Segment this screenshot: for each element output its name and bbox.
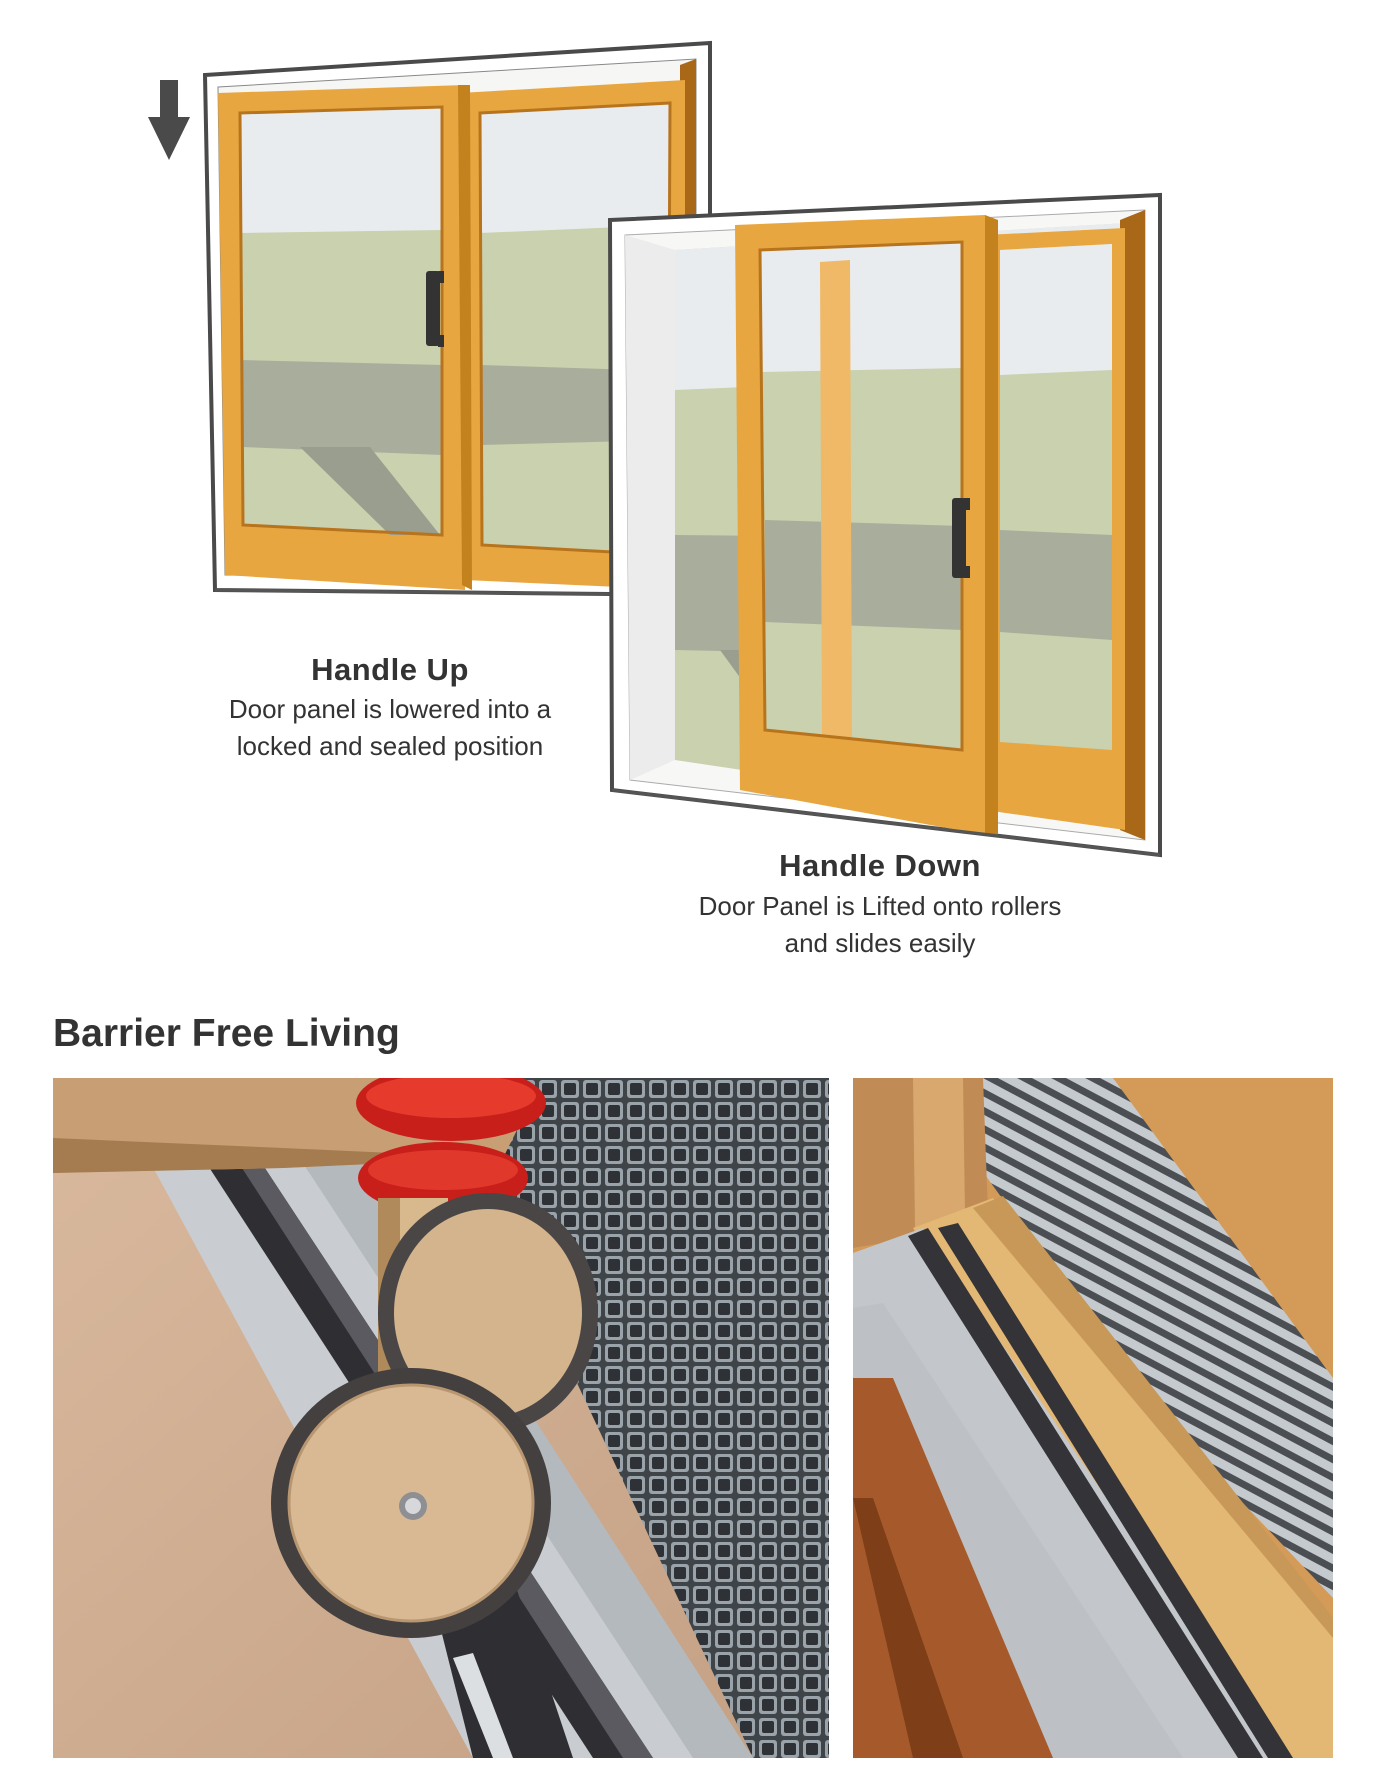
arrow-down-icon [148, 80, 190, 160]
handle-down-line-1: Door Panel is Lifted onto rollers [698, 891, 1062, 921]
handle-up-line-1: Door panel is lowered into a [228, 694, 552, 724]
handle-down-description [640, 888, 1120, 962]
handle-up-title: Handle Up [311, 652, 469, 687]
threshold-grate-photo [853, 1078, 1333, 1758]
handle-up-line-2: locked and sealed position [236, 731, 544, 761]
handle-down-line-2: and slides easily [784, 928, 976, 958]
handle-down-title: Handle Down [779, 848, 981, 883]
handle-up-description [170, 691, 610, 765]
section-heading: Barrier Free Living [53, 1012, 400, 1055]
threshold-toy-photo [53, 1078, 829, 1758]
door-handle-down-illustration [600, 190, 1220, 860]
